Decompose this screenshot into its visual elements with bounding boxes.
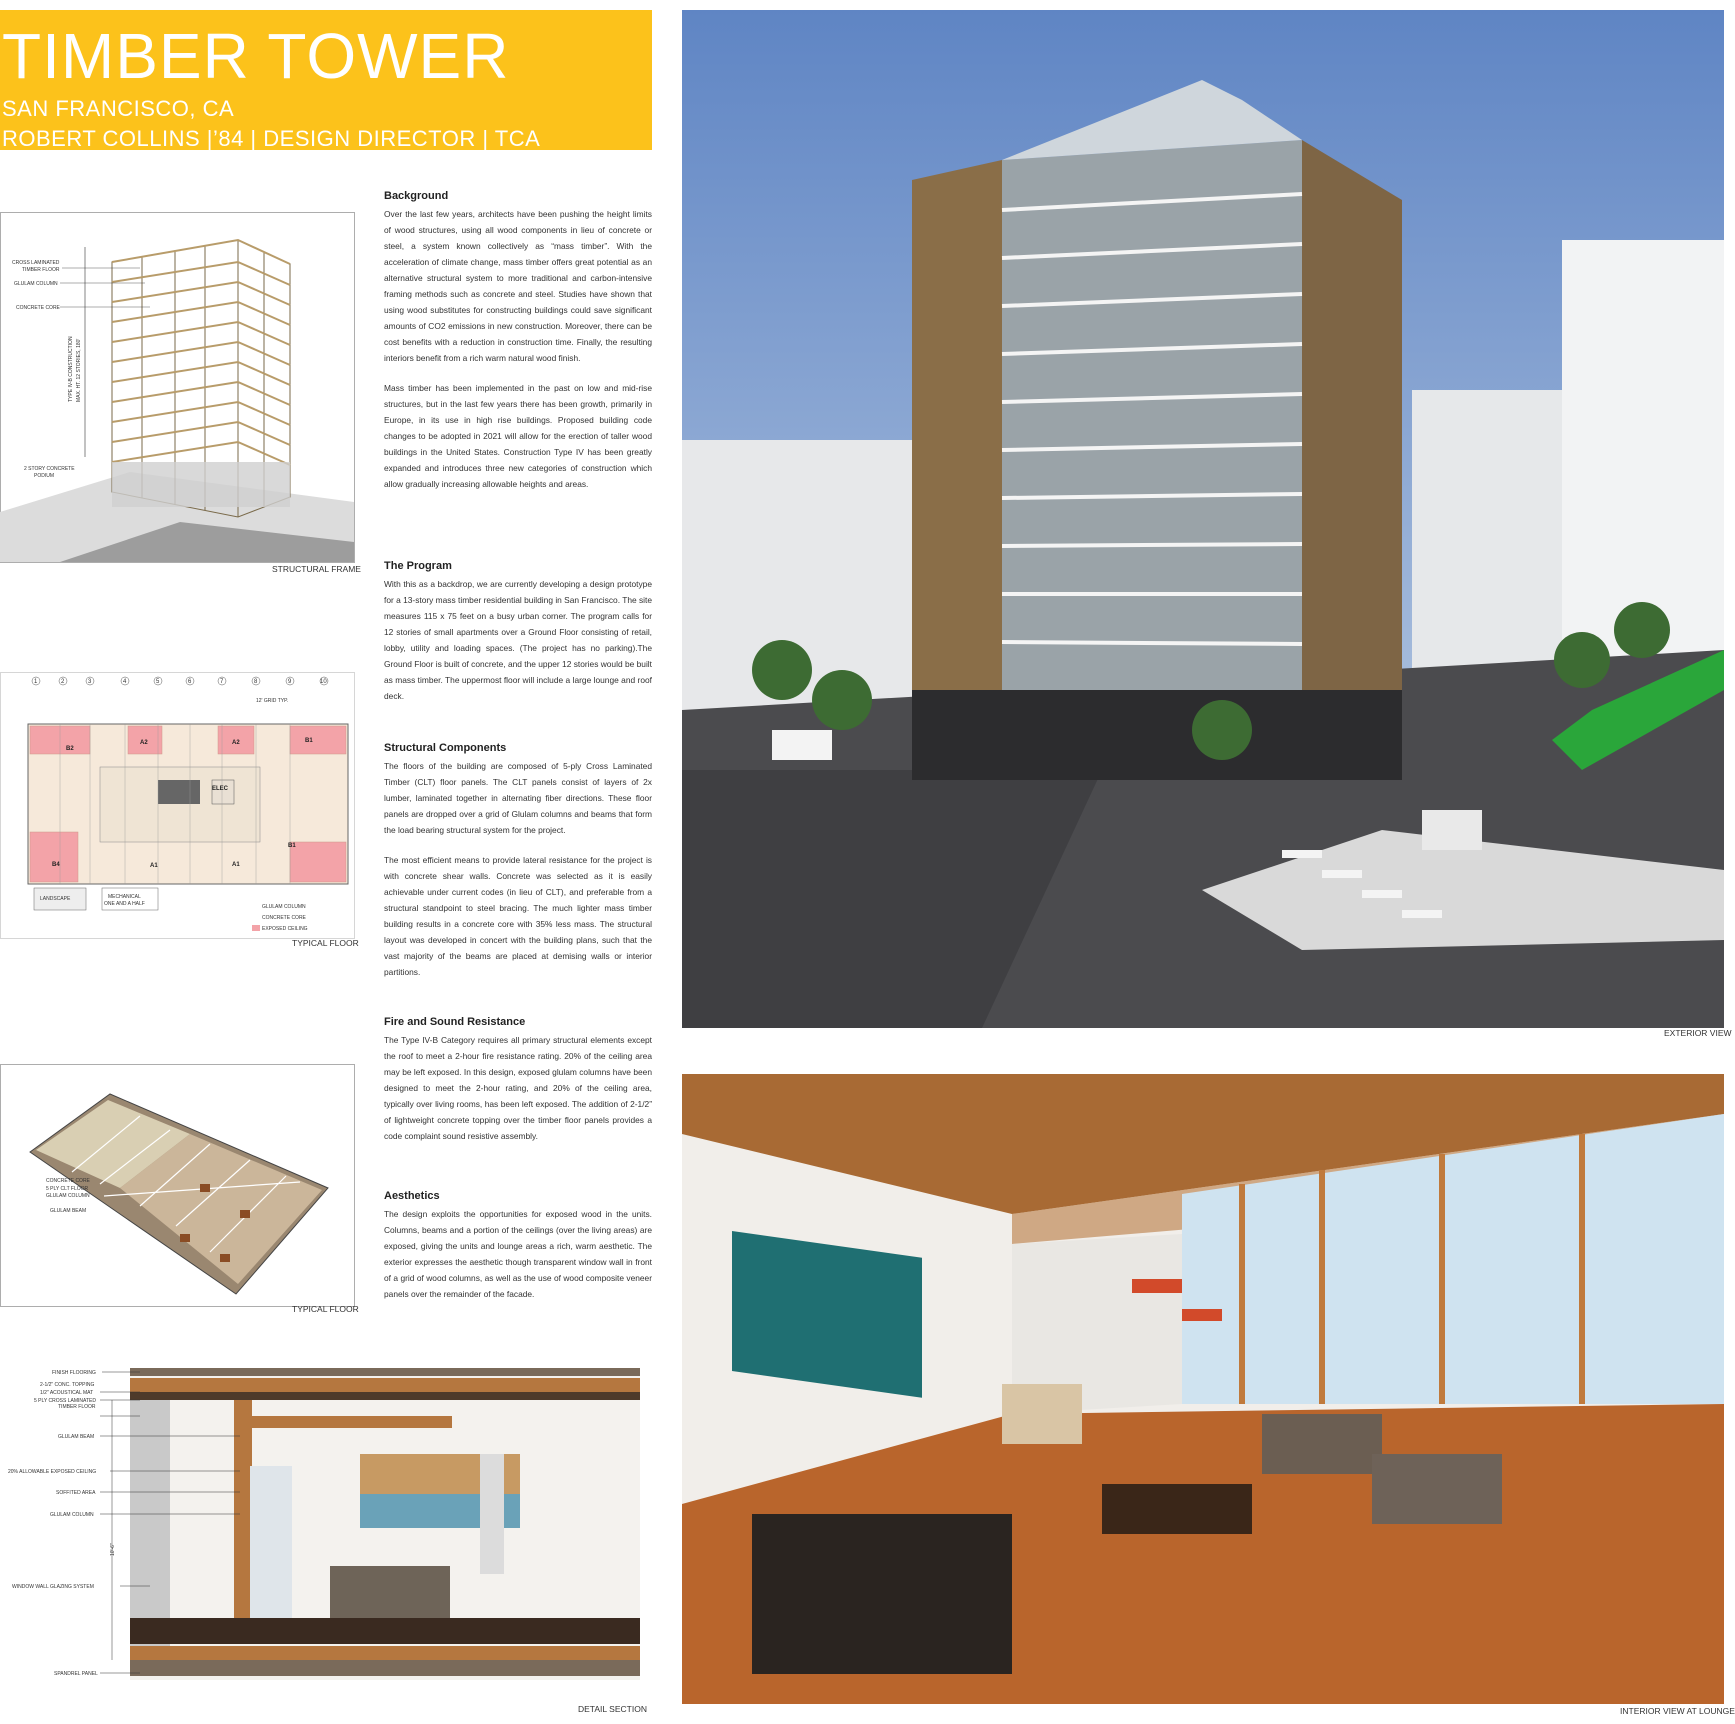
page-title: TIMBER TOWER [2,20,510,92]
section-program [384,560,652,718]
detail-section-drawing [0,1356,648,1704]
svg-text:5: 5 [156,679,160,685]
svg-text:10'-6": 10'-6" [110,1543,116,1556]
title-block [0,10,652,177]
project-location: SAN FRANCISCO, CA [2,96,235,121]
section-paragraph: The Type IV-B Category requires all primary structural elements except the roof to meet a 2-hour fire resistance rating. 20% of the ceiling area may be left exposed. In this design, exposed glulam columns have been designed to meet the 2-hour rating, and 20% of the ceiling area, typically over living rooms, has been left exposed. The addition of 2-1/2” of lightweight concrete topping over the timber floor panels provides a code complaint sound resistive assembly. [384,1035,652,1141]
section-paragraph: The most efficient means to provide lateral resistance for the project is with concrete shear walls. Concrete was selected as it is easily achievable under current codes (in lieu of CLT), and preferable from a structural standpoint to steel bracing. The much lighter mass timber building results in a concrete core with 35% less mass. The structural layout was developed in concert with the building plans, such that the vast majority of the beams are placed at demising walls or interior partitions. [384,855,652,977]
svg-text:TIMBER FLOOR: TIMBER FLOOR [58,1404,96,1410]
svg-text:TIMBER FLOOR: TIMBER FLOOR [22,267,60,273]
svg-text:GLULAM COLUMN: GLULAM COLUMN [14,281,58,287]
section-paragraph: With this as a backdrop, we are currently developing a design prototype for a 13-story mass timber residential building in San Francisco. The site measures 115 x 75 feet on a busy urban corner. The program calls for 12 stories of small apartments over a Ground Floor consisting of retail, lobby, utility and loading spaces. (The project has no parking).The Ground Floor is built of concrete, and the upper 12 stories would be built as mass timber. The uppermost floor will include a large lounge and roof deck. [384,579,652,701]
section-paragraph: Over the last few years, architects have been pushing the height limits of wood structures, using all wood components in lieu of concrete or steel, a system known collectively as “mass timber”. With the acceleration of climate change, mass timber offers great potential as an alternative structural system to more traditional and carbon-intensive framing methods such as concrete and steel. Studies have shown that using wood substitutes for constructing buildings could save significant amounts of CO2 emissions in new construction. Moreover, there can be cost benefits with a reduction in construction time. Finally, the resulting interiors benefit from a rich warm natural wood finish. [384,209,652,363]
section-aesthetics [384,1190,652,1316]
typical-floor-plan-figure [0,672,356,940]
caption-typical-floor-plan: TYPICAL FLOOR [292,938,359,948]
svg-text:CONCRETE CORE: CONCRETE CORE [262,915,306,921]
section-structural [384,742,652,994]
svg-text:ELEC: ELEC [212,786,229,792]
interior-view-rendering [682,1074,1724,1704]
section-heading: Aesthetics [384,1190,440,1202]
svg-text:7: 7 [220,679,224,685]
svg-text:PODIUM: PODIUM [34,473,54,479]
svg-text:10: 10 [320,679,327,685]
typical-floor-plan-drawing [0,672,356,940]
structural-frame-drawing [0,212,356,564]
svg-text:A2: A2 [140,740,148,746]
svg-text:FINISH FLOORING: FINISH FLOORING [52,1370,96,1376]
svg-text:GLULAM BEAM: GLULAM BEAM [58,1434,95,1440]
svg-text:GLULAM COLUMN: GLULAM COLUMN [46,1193,90,1199]
svg-text:6: 6 [188,679,192,685]
svg-text:A2: A2 [232,740,240,746]
svg-text:B1: B1 [305,738,313,744]
svg-text:5 PLY CROSS LAMINATED: 5 PLY CROSS LAMINATED [34,1398,96,1404]
detail-section-figure [0,1356,648,1704]
svg-text:2-1/2" CONC. TOPPING: 2-1/2" CONC. TOPPING [40,1382,95,1388]
svg-text:2 STORY CONCRETE: 2 STORY CONCRETE [24,466,75,472]
svg-text:5 PLY CLT FLOOR: 5 PLY CLT FLOOR [46,1186,89,1192]
svg-text:2: 2 [61,679,65,685]
structural-frame-figure [0,212,356,564]
svg-text:12' GRID TYP.: 12' GRID TYP. [256,698,289,704]
svg-text:CONCRETE CORE: CONCRETE CORE [16,305,60,311]
svg-text:1: 1 [34,679,38,685]
section-heading: Fire and Sound Resistance [384,1016,526,1028]
label-clt: CROSS LAMINATED [12,260,60,266]
svg-text:B4: B4 [52,862,60,868]
typical-floor-axon-figure [0,1064,356,1308]
svg-text:20% ALLOWABLE EXPOSED CEILING: 20% ALLOWABLE EXPOSED CEILING [8,1469,97,1475]
caption-exterior-view: EXTERIOR VIEW [1664,1028,1732,1038]
svg-text:WINDOW WALL GLAZING SYSTEM: WINDOW WALL GLAZING SYSTEM [12,1584,94,1590]
svg-text:SOFFITED AREA: SOFFITED AREA [56,1490,96,1496]
caption-typical-floor-axon: TYPICAL FLOOR [292,1304,359,1314]
section-paragraph: The floors of the building are composed of 5-ply Cross Laminated Timber (CLT) floor panels. The CLT panels consist of layers of 2x lumber, laminated together in alternating fiber directions. These floor panels are dropped over a grid of Glulam columns and beams that form the load bearing structural system for the project. [384,761,652,835]
svg-text:LANDSCAPE: LANDSCAPE [40,896,71,902]
svg-text:1/2" ACOUSTICAL MAT: 1/2" ACOUSTICAL MAT [40,1390,94,1396]
caption-detail-section: DETAIL SECTION [578,1704,647,1714]
section-heading: Structural Components [384,742,507,754]
svg-text:A1: A1 [150,863,158,869]
svg-text:SPANDREL PANEL: SPANDREL PANEL [54,1671,98,1677]
svg-text:4: 4 [123,679,127,685]
svg-text:9: 9 [288,679,292,685]
svg-text:CONCRETE CORE: CONCRETE CORE [46,1178,90,1184]
svg-text:GLULAM COLUMN: GLULAM COLUMN [50,1512,94,1518]
svg-text:TYPE IV-B CONSTRUCTION: TYPE IV-B CONSTRUCTION [68,336,74,402]
svg-text:MAX. HT. 12 STORIES, 180': MAX. HT. 12 STORIES, 180' [76,338,82,402]
caption-interior-view: INTERIOR VIEW AT LOUNGE [1620,1706,1735,1716]
typical-floor-axon-drawing [0,1064,356,1308]
svg-text:GLULAM COLUMN: GLULAM COLUMN [262,904,306,910]
svg-text:GLULAM BEAM: GLULAM BEAM [50,1208,87,1214]
svg-text:B1: B1 [288,843,296,849]
section-background [384,190,652,506]
caption-structural-frame: STRUCTURAL FRAME [272,564,361,574]
section-heading: The Program [384,560,452,572]
section-fire-sound [384,1016,652,1158]
svg-text:ONE AND A HALF: ONE AND A HALF [104,901,145,907]
svg-text:A1: A1 [232,862,240,868]
exterior-view-rendering [682,10,1724,1028]
svg-text:B2: B2 [66,746,74,752]
svg-text:MECHANICAL: MECHANICAL [108,894,141,900]
project-credit: ROBERT COLLINS |’84 | DESIGN DIRECTOR | TCA ARCHITECTS [2,126,540,177]
svg-text:EXPOSED CEILING: EXPOSED CEILING [262,926,308,932]
section-paragraph: The design exploits the opportunities for exposed wood in the units. Columns, beams and a portion of the ceilings (over the living areas) are exposed, giving the units and lounge areas a rich, warm aesthetic. The exterior expresses the aesthetic though transparent window wall in front of a grid of wood columns, as well as the use of wood composite veneer panels over the remainder of the facade. [384,1209,652,1299]
section-heading: Background [384,190,449,202]
svg-text:3: 3 [88,679,92,685]
svg-text:8: 8 [254,679,258,685]
section-paragraph: Mass timber has been implemented in the past on low and mid-rise structures, but in the last few years there has been growth, primarily in Europe, in its use in high rise buildings. Proposed building code changes to be adopted in 2021 will allow for the erection of taller wood buildings in the United States. Construction Type IV has been greatly expanded and introduces three new categories of construction which allow gradually increasing allowable heights and areas. [384,383,652,489]
